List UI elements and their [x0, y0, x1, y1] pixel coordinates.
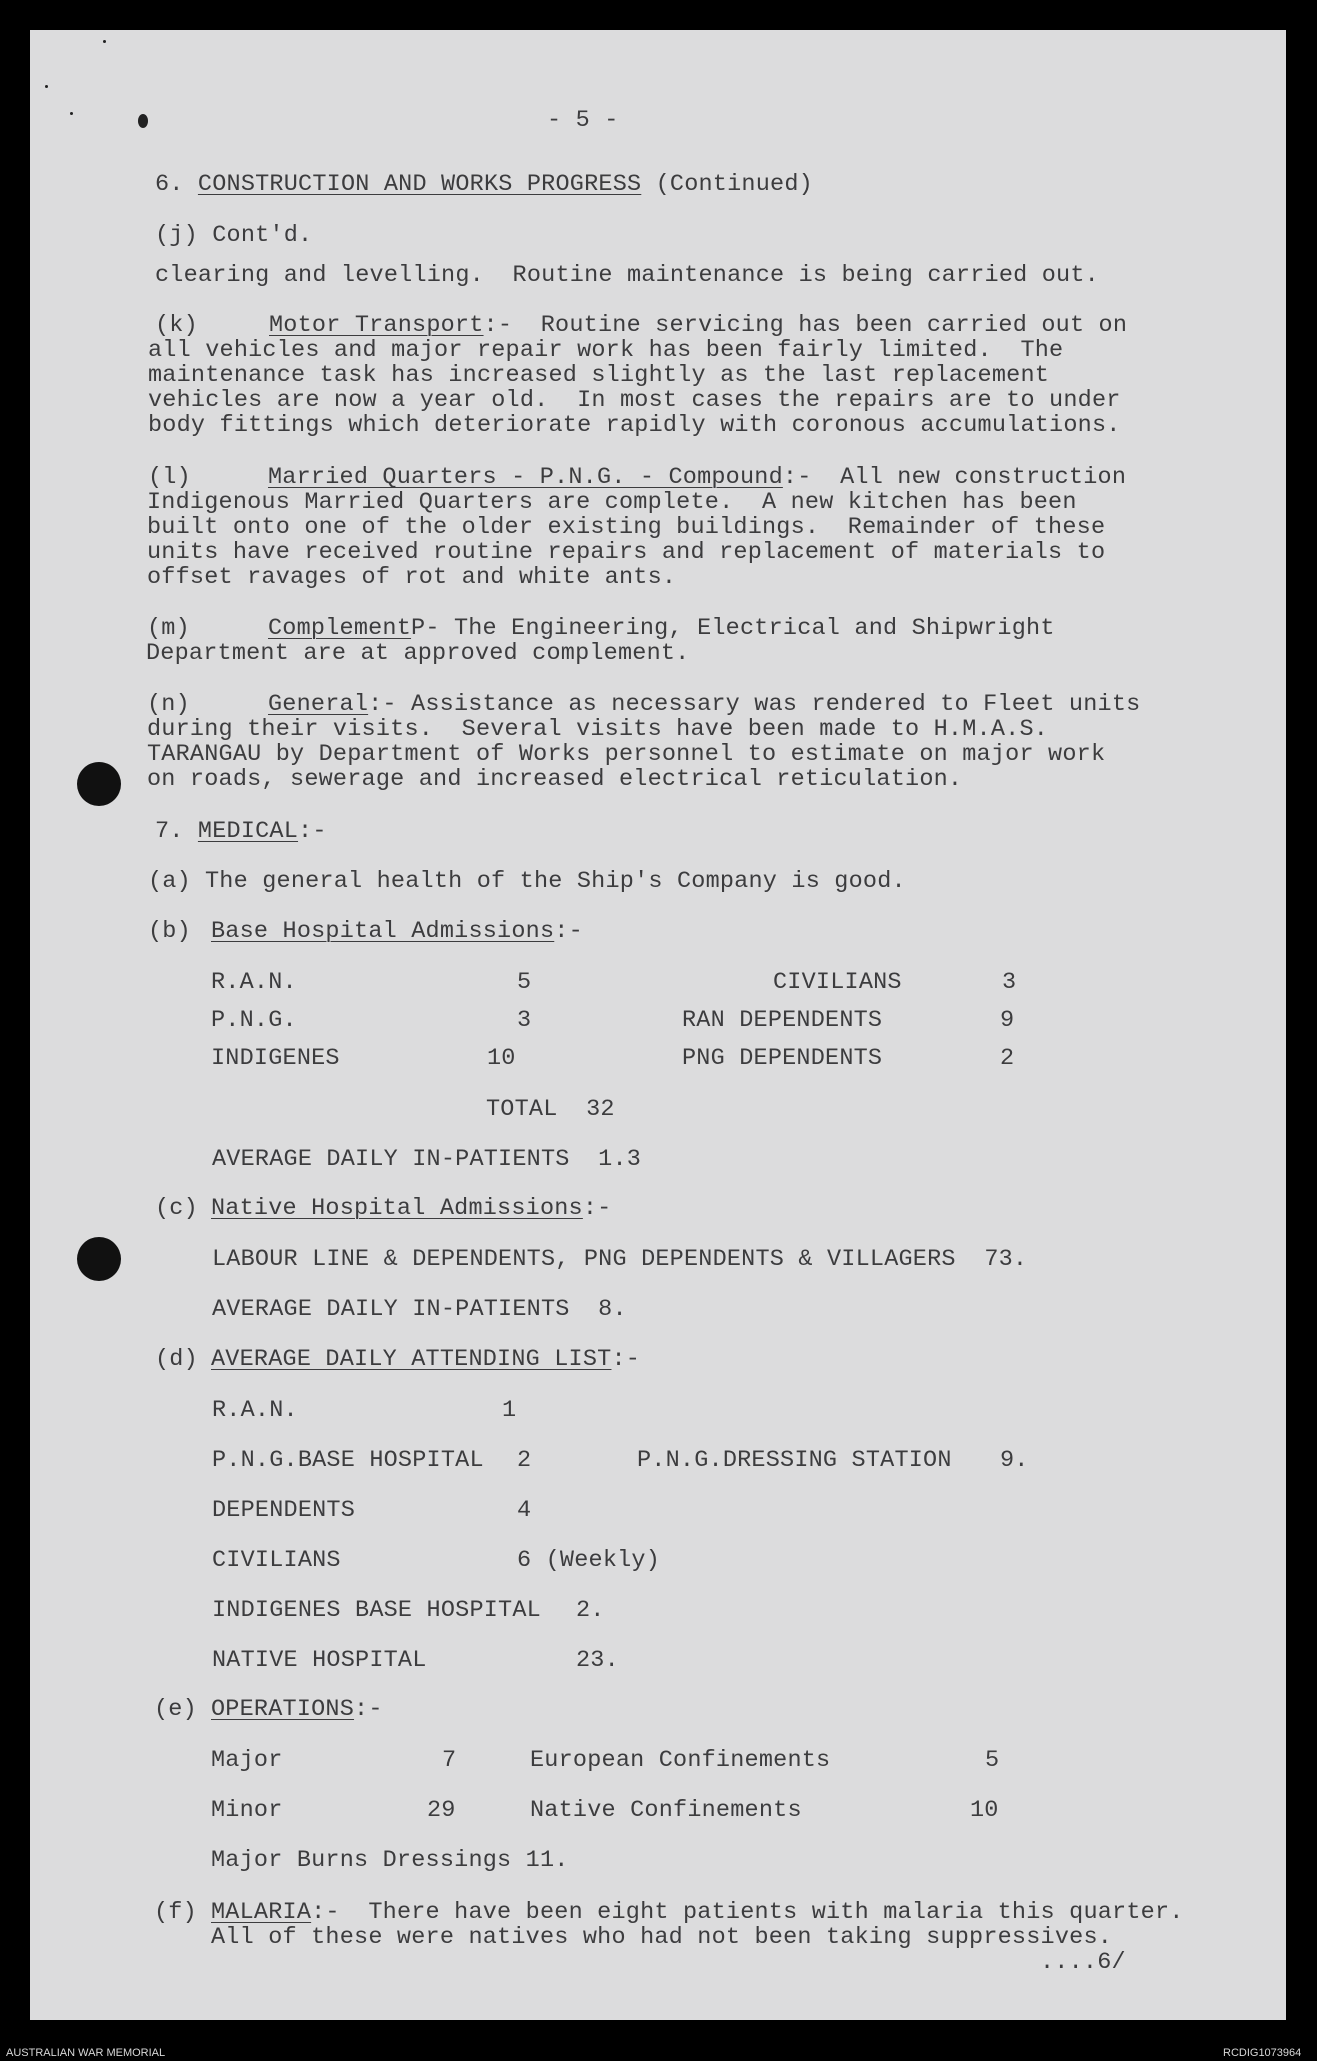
item-l-first-line: Married Quarters - P.N.G. - Compound:- All new construction: [268, 464, 1127, 491]
item-d-heading-line: AVERAGE DAILY ATTENDING LIST:-: [211, 1346, 641, 1373]
average-daily-inpatients: AVERAGE DAILY IN-PATIENTS 1.3: [212, 1146, 642, 1173]
attending-label: INDIGENES BASE HOSPITAL: [212, 1597, 541, 1624]
item-l-line: built onto one of the older existing buildings. Remainder of these: [147, 514, 1106, 541]
native-admissions-line: LABOUR LINE & DEPENDENTS, PNG DEPENDENTS & VILLAGERS 73.: [212, 1246, 1028, 1273]
item-b-heading: Base Hospital Admissions: [211, 918, 555, 945]
item-l-line: Indigenous Married Quarters are complete. A new kitchen has been: [147, 489, 1077, 516]
operation-label: European Confinements: [530, 1747, 831, 1774]
ink-speck: [103, 40, 106, 43]
operation-value: 29: [427, 1797, 456, 1824]
admission-label: PNG DEPENDENTS: [682, 1045, 883, 1072]
section-title: CONSTRUCTION AND WORKS PROGRESS: [197, 171, 642, 198]
admissions-total: TOTAL 32: [486, 1096, 615, 1123]
admission-value: 2: [1000, 1045, 1015, 1072]
item-f-line: All of these were natives who had not been taking suppressives.: [211, 1924, 1113, 1951]
item-n-line: during their visits. Several visits have been made to H.M.A.S.: [147, 716, 1049, 743]
operation-value: 5: [985, 1747, 1000, 1774]
item-b-label: (b): [148, 918, 191, 945]
item-a-text: The general health of the Ship's Company is good.: [205, 868, 906, 895]
section-number: 6.: [155, 171, 198, 198]
section-title: MEDICAL: [197, 818, 299, 845]
item-n-line: on roads, sewerage and increased electrical reticulation.: [147, 766, 963, 793]
section-number: 7.: [155, 818, 198, 845]
item-k-line: all vehicles and major repair work has been fairly limited. The: [148, 337, 1064, 364]
item-j-label: (j) Cont'd.: [155, 222, 313, 249]
attending-label: P.N.G.BASE HOSPITAL: [212, 1447, 484, 1474]
attending-value: 4: [517, 1497, 532, 1524]
operation-value: 10: [970, 1797, 999, 1824]
item-l-label: (l): [148, 464, 191, 491]
section-6-heading: [155, 172, 813, 197]
item-l-line: units have received routine repairs and replacement of materials to: [147, 539, 1106, 566]
attending-value: 23.: [576, 1647, 619, 1674]
admission-label: P.N.G.: [211, 1007, 297, 1034]
admission-value: 3: [1002, 969, 1017, 996]
item-c-heading: Native Hospital Admissions: [211, 1195, 583, 1222]
item-n-label: (n): [147, 691, 190, 718]
item-f-first-line: MALARIA:- There have been eight patients with malaria this quarter.: [211, 1899, 1184, 1926]
admission-value: 5: [517, 969, 532, 996]
punch-hole: [77, 762, 121, 806]
item-k-first-line: Motor Transport:- Routine servicing has been carried out on: [269, 312, 1128, 339]
major-burns-dressings: Major Burns Dressings 11.: [211, 1847, 569, 1874]
continued-marker: ....6/: [1040, 1949, 1126, 1976]
item-m-label: (m): [147, 615, 190, 642]
document-page: [30, 30, 1286, 2020]
attending-value: 2.: [576, 1597, 605, 1624]
item-k-line: vehicles are now a year old. In most cases the repairs are to under: [148, 387, 1121, 414]
item-d-heading: AVERAGE DAILY ATTENDING LIST: [211, 1346, 612, 1373]
item-b-heading-line: Base Hospital Admissions:-: [211, 918, 583, 945]
attending-value: 2: [517, 1447, 532, 1474]
ink-speck: [70, 112, 73, 115]
operation-label: Major: [211, 1747, 283, 1774]
ink-speck: [138, 114, 148, 128]
attending-label: R.A.N.: [212, 1397, 298, 1424]
admission-value: 10: [487, 1045, 516, 1072]
item-m-heading: Complement: [268, 615, 412, 642]
footer-reference: RCDIG1073964: [1223, 2047, 1302, 2059]
operation-value: 7: [442, 1747, 457, 1774]
item-e-heading: OPERATIONS: [211, 1696, 355, 1723]
admission-label: CIVILIANS: [773, 969, 902, 996]
native-average-inpatients: AVERAGE DAILY IN-PATIENTS 8.: [212, 1296, 627, 1323]
item-f-heading: MALARIA: [211, 1899, 312, 1926]
item-m-line: Department are at approved complement.: [146, 640, 690, 667]
admission-value: 3: [517, 1007, 532, 1034]
page-number: - 5 -: [547, 107, 619, 134]
section-title-continued: (Continued): [641, 171, 813, 198]
attending-label: P.N.G.DRESSING STATION: [637, 1447, 952, 1474]
item-n-heading: General: [268, 691, 369, 718]
item-j-text: clearing and levelling. Routine maintenance is being carried out.: [155, 262, 1099, 289]
item-k-label: (k): [155, 312, 198, 339]
item-m-first-line: ComplementP- The Engineering, Electrical and Shipwright: [268, 615, 1055, 642]
item-k-line: body fittings which deteriorate rapidly with coronous accumulations.: [148, 412, 1121, 439]
attending-value: 9.: [1000, 1447, 1029, 1474]
item-c-heading-line: Native Hospital Admissions:-: [211, 1195, 612, 1222]
punch-hole: [77, 1237, 121, 1281]
item-k-heading: Motor Transport: [269, 312, 484, 339]
attending-label: DEPENDENTS: [212, 1497, 356, 1524]
item-l-heading: Married Quarters - P.N.G. - Compound: [268, 464, 783, 491]
operation-label: Native Confinements: [530, 1797, 802, 1824]
item-c-label: (c): [155, 1195, 198, 1222]
item-a-label: (a): [148, 868, 191, 895]
attending-value: 1: [502, 1397, 517, 1424]
item-e-heading-line: OPERATIONS:-: [211, 1696, 383, 1723]
item-k-line: maintenance task has increased slightly as the last replacement: [148, 362, 1050, 389]
attending-label: NATIVE HOSPITAL: [212, 1647, 427, 1674]
ink-speck: [45, 85, 48, 88]
item-n-line: TARANGAU by Department of Works personnel to estimate on major work: [147, 741, 1106, 768]
attending-value: 6 (Weekly): [517, 1547, 661, 1574]
footer-source: AUSTRALIAN WAR MEMORIAL: [6, 2047, 166, 2059]
item-f-label: (f): [154, 1899, 197, 1926]
attending-label: CIVILIANS: [212, 1547, 341, 1574]
item-l-line: offset ravages of rot and white ants.: [147, 564, 677, 591]
item-n-first-line: General:- Assistance as necessary was rendered to Fleet units: [268, 691, 1141, 718]
operation-label: Minor: [211, 1797, 283, 1824]
admission-label: RAN DEPENDENTS: [682, 1007, 883, 1034]
item-d-label: (d): [155, 1346, 198, 1373]
admission-label: R.A.N.: [211, 969, 297, 996]
section-7-heading: 7. MEDICAL:-: [155, 818, 327, 845]
admission-label: INDIGENES: [211, 1045, 340, 1072]
admission-value: 9: [1000, 1007, 1015, 1034]
item-e-label: (e): [154, 1696, 197, 1723]
